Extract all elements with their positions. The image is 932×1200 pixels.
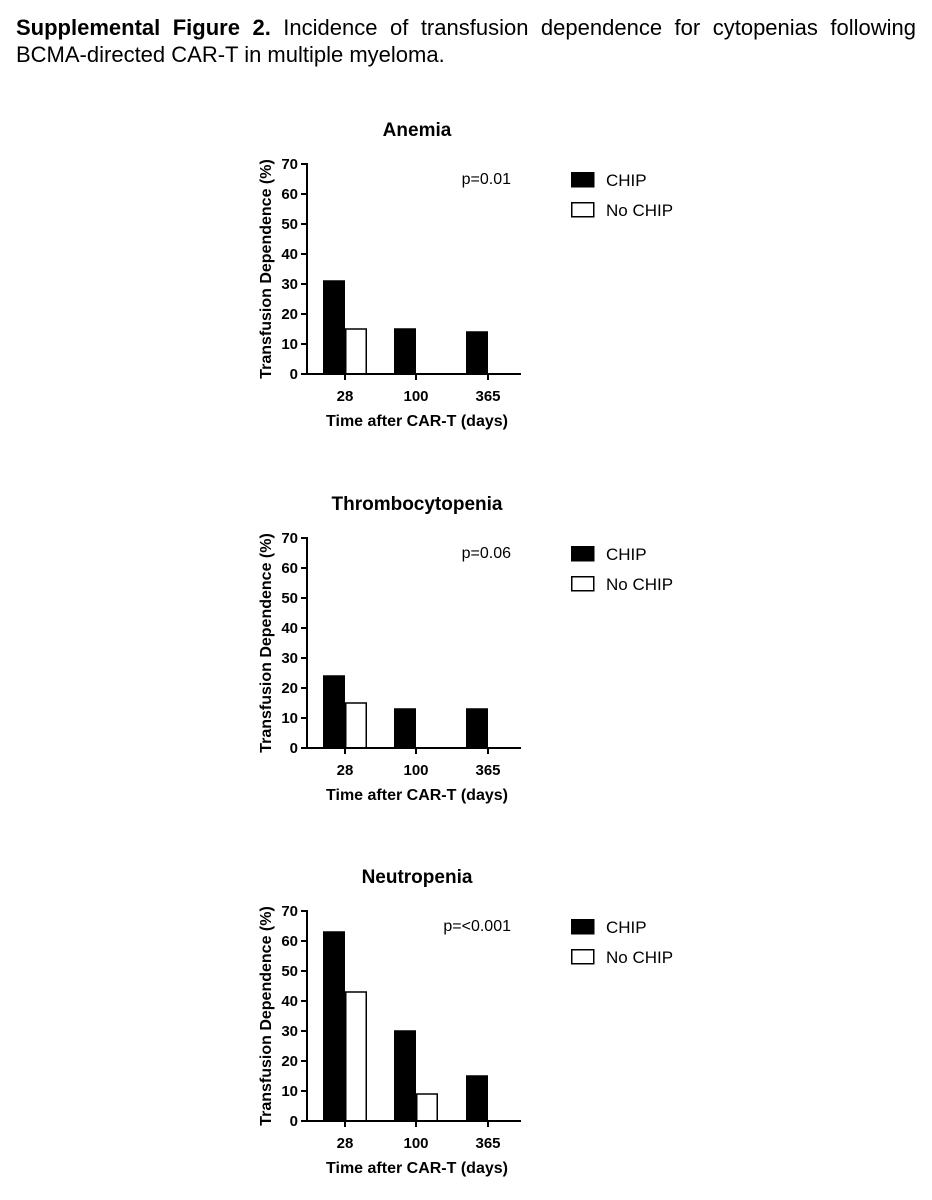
bar-chip-365 <box>467 1076 488 1121</box>
legend-swatch <box>572 577 594 591</box>
y-tick-label: 40 <box>281 993 298 1010</box>
y-tick-label: 20 <box>281 680 298 697</box>
bar-chip-28 <box>324 281 345 374</box>
y-tick-label: 60 <box>281 933 298 950</box>
y-axis-label: Transfusion Dependence (%) <box>258 906 275 1126</box>
figure-caption <box>16 14 916 68</box>
legend-label: No CHIP <box>606 201 674 220</box>
chart-title: Neutropenia <box>361 867 473 888</box>
caption-text: Incidence of transfusion dependence for cytopenias following BCMA-directed CAR-T in multiple myeloma. <box>16 15 916 67</box>
bar-chip-100 <box>395 709 416 748</box>
y-tick-label: 50 <box>281 963 298 980</box>
legend-swatch <box>572 950 594 964</box>
x-axis-label: Time after CAR-T (days) <box>326 413 508 430</box>
bar-chip-100 <box>395 329 416 374</box>
y-tick-label: 10 <box>281 336 298 353</box>
p-value-annotation: p=<0.001 <box>443 918 511 935</box>
bar-chip-365 <box>467 332 488 374</box>
caption-label: Supplemental Figure 2. <box>16 15 271 40</box>
bar-no-chip-28 <box>346 703 367 748</box>
y-axis-label: Transfusion Dependence (%) <box>258 533 275 753</box>
y-tick-label: 20 <box>281 1053 298 1070</box>
x-axis-label: Time after CAR-T (days) <box>326 1160 508 1177</box>
y-tick-label: 10 <box>281 710 298 727</box>
bar-chip-28 <box>324 676 345 748</box>
bar-no-chip-28 <box>346 329 367 374</box>
y-tick-label: 0 <box>289 366 298 383</box>
p-value-annotation: p=0.06 <box>461 545 511 562</box>
chart-anemia <box>0 110 932 440</box>
bar-no-chip-100 <box>417 1094 438 1121</box>
y-tick-label: 60 <box>281 186 298 203</box>
y-tick-label: 50 <box>281 590 298 607</box>
y-tick-label: 30 <box>281 650 298 667</box>
y-tick-label: 0 <box>289 740 298 757</box>
chart-neutropenia <box>0 857 932 1187</box>
y-axis-label: Transfusion Dependence (%) <box>258 159 275 379</box>
y-tick-label: 70 <box>281 903 298 920</box>
y-tick-label: 40 <box>281 246 298 263</box>
y-tick-label: 40 <box>281 620 298 637</box>
legend-label: No CHIP <box>606 575 674 594</box>
p-value-annotation: p=0.01 <box>461 171 511 188</box>
y-tick-label: 50 <box>281 216 298 233</box>
legend-swatch <box>572 547 594 561</box>
x-tick-label: 28 <box>336 762 354 779</box>
bar-chip-100 <box>395 1031 416 1121</box>
y-tick-label: 30 <box>281 1023 298 1040</box>
legend-swatch <box>572 173 594 187</box>
x-tick-label: 365 <box>475 1135 501 1152</box>
bar-no-chip-28 <box>346 992 367 1121</box>
legend-label: No CHIP <box>606 948 674 967</box>
y-tick-label: 20 <box>281 306 298 323</box>
x-tick-label: 28 <box>336 1135 354 1152</box>
x-tick-label: 365 <box>475 762 501 779</box>
x-axis-label: Time after CAR-T (days) <box>326 787 508 804</box>
legend-label: CHIP <box>606 545 647 564</box>
x-tick-label: 28 <box>336 388 354 405</box>
legend-swatch <box>572 920 594 934</box>
y-tick-label: 30 <box>281 276 298 293</box>
x-tick-label: 365 <box>475 388 501 405</box>
legend-label: CHIP <box>606 918 647 937</box>
x-tick-label: 100 <box>403 1135 429 1152</box>
legend-swatch <box>572 203 594 217</box>
x-tick-label: 100 <box>403 762 429 779</box>
y-tick-label: 10 <box>281 1083 298 1100</box>
x-tick-label: 100 <box>403 388 429 405</box>
y-tick-label: 70 <box>281 156 298 173</box>
chart-thrombocytopenia <box>0 484 932 814</box>
bar-chip-28 <box>324 932 345 1121</box>
y-tick-label: 0 <box>289 1113 298 1130</box>
y-tick-label: 60 <box>281 560 298 577</box>
chart-title: Anemia <box>382 120 452 141</box>
bar-chip-365 <box>467 709 488 748</box>
chart-title: Thrombocytopenia <box>331 494 503 515</box>
y-tick-label: 70 <box>281 530 298 547</box>
legend-label: CHIP <box>606 171 647 190</box>
